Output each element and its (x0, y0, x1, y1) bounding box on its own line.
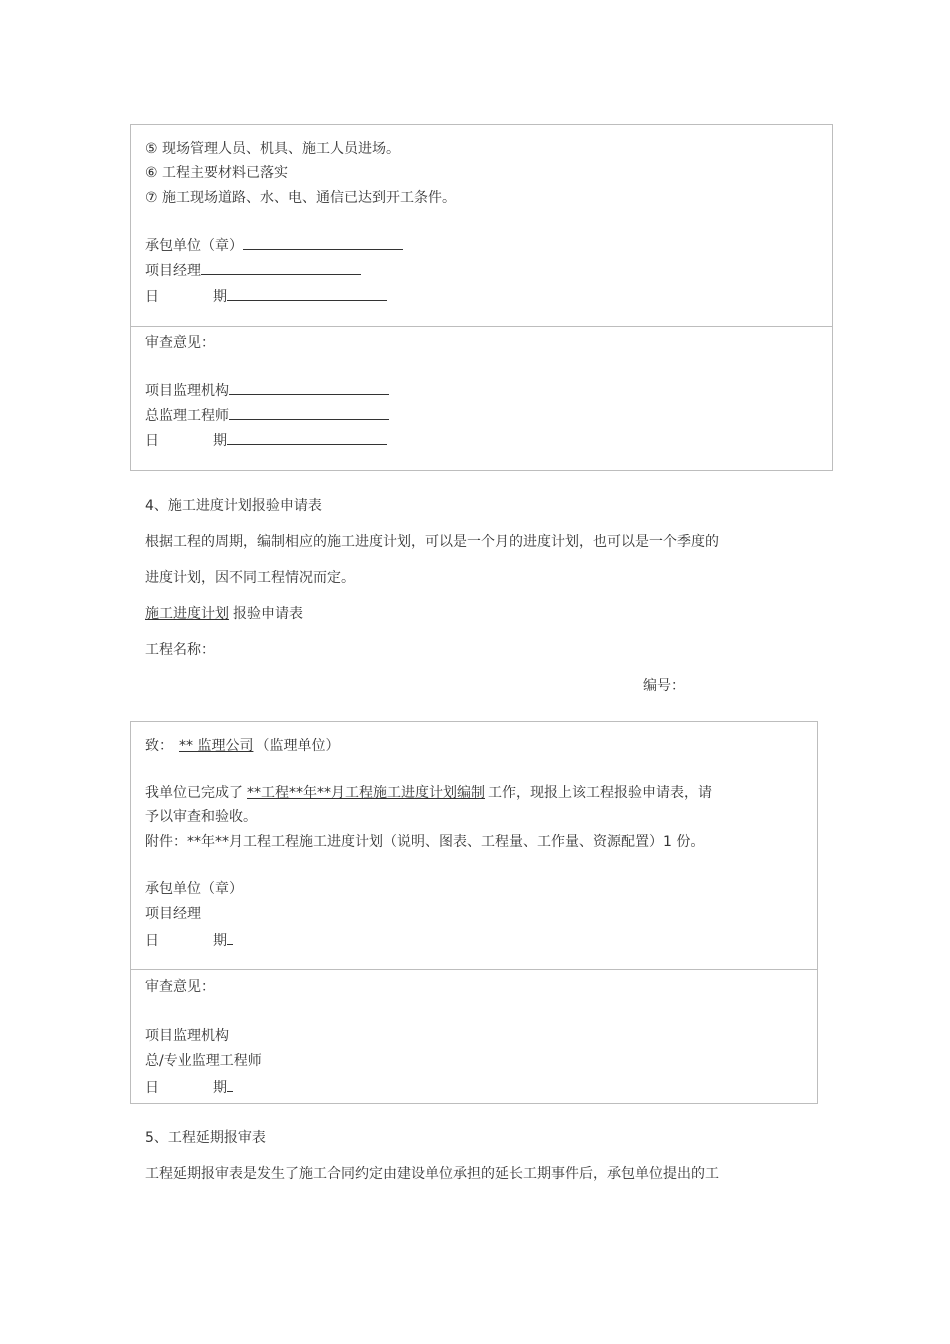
supervision-company: ** 监理公司 (179, 738, 254, 754)
supervision-org-line (145, 381, 389, 400)
review-opinion-label: 审查意见： (145, 979, 215, 995)
application-body-line-1 (145, 784, 712, 802)
chief-engineer-label: 总监理工程师 (145, 408, 229, 424)
supervision-org-label: 项目监理机构 (145, 383, 229, 399)
body-underlined: **工程**年**月工程施工进度计划编制 (247, 785, 485, 801)
pm-label: 项目经理 (145, 263, 201, 279)
blank-line (227, 1078, 233, 1092)
date-char-1: 日 (145, 933, 159, 949)
chief-engineer-line (145, 406, 389, 425)
blank-line (201, 261, 361, 275)
review-date-line (145, 1078, 233, 1097)
schedule-application-form-table (130, 721, 818, 1104)
attachment-line: 附件：**年**月工程工程施工进度计划（说明、图表、工程量、工作量、资源配置）1 份。 (145, 834, 705, 850)
form-title-underlined: 施工进度计划 (145, 606, 229, 622)
date-char-1: 日 (145, 433, 159, 449)
section-4-paragraph-line-1: 根据工程的周期，编制相应的施工进度计划，可以是一个月的进度计划，也可以是一个季度的 (145, 534, 719, 550)
blank-line (227, 931, 233, 945)
section-4-heading: 4、施工进度计划报验申请表 (145, 498, 322, 514)
project-name-label: 工程名称： (145, 642, 215, 658)
date-char-2: 期 (213, 933, 227, 949)
condition-item-6: ⑥ 工程主要材料已落实 (145, 165, 289, 181)
blank-line (227, 431, 387, 445)
pm-signature-line (145, 261, 361, 280)
number-label: 编号： (643, 678, 685, 694)
date-char-2: 期 (213, 289, 227, 305)
section-4-paragraph-line-2: 进度计划，因不同工程情况而定。 (145, 570, 355, 586)
body-suffix: 工作，现报上该工程报验申请表，请 (488, 785, 712, 801)
form-title (145, 605, 303, 623)
review-opinion-label: 审查意见： (145, 335, 215, 351)
engineer-label: 总/专业监理工程师 (145, 1053, 262, 1069)
blank-line (229, 381, 389, 395)
date-char-1: 日 (145, 1080, 159, 1096)
blank-line (243, 236, 403, 250)
contractor-label: 承包单位（章） (145, 238, 243, 254)
condition-item-7: ⑦ 施工现场道路、水、电、通信已达到开工条件。 (145, 190, 456, 206)
addressee-line (145, 737, 339, 755)
blank-line (227, 287, 387, 301)
application-body-line-2: 予以审查和验收。 (145, 809, 257, 825)
to-label: 致： (145, 738, 173, 754)
supervision-org-label: 项目监理机构 (145, 1028, 229, 1044)
date-char-1: 日 (145, 289, 159, 305)
date-line (145, 287, 387, 306)
date-char-2: 期 (213, 1080, 227, 1096)
contractor-signature-line (145, 236, 403, 255)
pm-label: 项目经理 (145, 906, 201, 922)
table-divider (131, 969, 817, 970)
condition-item-5: ⑤ 现场管理人员、机具、施工人员进场。 (145, 141, 400, 157)
date-char-2: 期 (213, 433, 227, 449)
contractor-label: 承包单位（章） (145, 881, 243, 897)
form-title-rest: 报验申请表 (233, 606, 303, 622)
to-suffix: （监理单位） (255, 738, 340, 754)
body-prefix: 我单位已完成了 (145, 785, 243, 801)
table-divider (131, 326, 832, 327)
date-line (145, 931, 233, 950)
section-5-paragraph-line-1: 工程延期报审表是发生了施工合同约定由建设单位承担的延长工期事件后，承包单位提出的工 (145, 1166, 719, 1182)
section-5-heading: 5、工程延期报审表 (145, 1130, 266, 1146)
blank-line (229, 406, 389, 420)
review-date-line (145, 431, 387, 450)
